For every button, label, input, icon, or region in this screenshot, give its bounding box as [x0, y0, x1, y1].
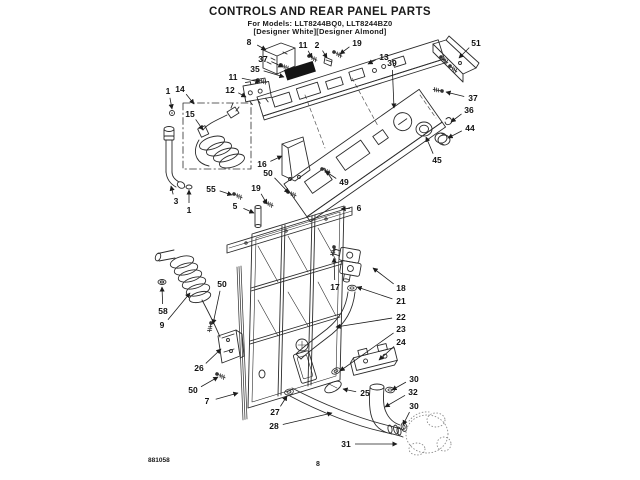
callout-leader-50	[213, 291, 220, 324]
colors-subtitle: [Designer White][Designer Almond]	[253, 27, 387, 36]
part-number-19: 19	[251, 183, 261, 193]
part-number-27: 27	[270, 407, 280, 417]
part-number-55: 55	[206, 184, 216, 194]
callout-leader-25	[343, 389, 356, 392]
grommet-58	[158, 280, 166, 285]
screw-19-top	[331, 49, 343, 58]
elbow-hose	[369, 384, 400, 434]
part-number-58: 58	[158, 306, 168, 316]
callout-leader-36	[451, 114, 462, 122]
rear-panel	[248, 206, 344, 408]
callout-leader-16	[270, 156, 282, 161]
power-cord	[195, 103, 246, 171]
callout-leader-28	[283, 413, 332, 424]
washer-1-lower	[186, 185, 192, 189]
callout-leader-32	[385, 395, 405, 407]
callout-leader-7	[216, 393, 238, 399]
part-number-36: 36	[464, 105, 474, 115]
clip-36	[445, 118, 452, 125]
callout-leader-39	[392, 70, 394, 108]
part-number-5: 5	[232, 201, 238, 211]
clip-2	[324, 57, 332, 66]
callout-leader-55	[220, 191, 232, 195]
callout-leader-58	[162, 287, 163, 304]
part-number-37: 37	[468, 93, 478, 103]
part-number-26: 26	[194, 363, 204, 373]
part-number-21: 21	[396, 296, 406, 306]
part-number-35: 35	[250, 64, 260, 74]
console-back-panel	[284, 89, 446, 221]
clamp-21	[348, 285, 357, 291]
callout-leader-6	[341, 208, 350, 209]
capsule-part	[323, 379, 343, 395]
callout-leader-45	[426, 137, 433, 154]
part-number-2: 2	[314, 40, 320, 50]
callout-leader-50	[275, 178, 289, 193]
screw-55	[231, 191, 243, 199]
callout-leader-19	[340, 47, 349, 54]
callout-leader-5	[243, 208, 254, 213]
callout-leader-30	[392, 382, 406, 390]
callout-leader-21	[357, 287, 392, 299]
side-trim	[237, 266, 247, 420]
part-number-37: 37	[258, 54, 268, 64]
callout-leader-23	[340, 333, 394, 371]
callout-leader-8	[257, 45, 266, 50]
part-number-1: 1	[186, 205, 192, 215]
alignment-dashes	[305, 78, 436, 148]
part-number-51: 51	[471, 38, 481, 48]
hose-support	[348, 342, 398, 375]
clamp-30-upper	[385, 387, 394, 393]
part-number-22: 22	[396, 312, 406, 322]
callout-leader-9	[168, 293, 190, 320]
part-number-23: 23	[396, 324, 406, 334]
callout-leader-1	[170, 98, 172, 109]
part-number-25: 25	[360, 388, 370, 398]
callout-leader-50	[201, 377, 218, 387]
part-number-16: 16	[257, 159, 267, 169]
screw-37-right	[433, 87, 444, 93]
part-number-45: 45	[432, 155, 442, 165]
callout-leader-18	[373, 268, 394, 284]
pump-ghost	[406, 412, 451, 455]
part-number-11: 11	[228, 72, 238, 82]
stud-5	[255, 206, 261, 228]
drain-hose	[290, 388, 404, 437]
models-subtitle: For Models: LLT8244BQ0, LLT8244BZ0	[247, 19, 393, 28]
serial-label-35	[284, 61, 316, 81]
callout-leader-37	[446, 92, 464, 96]
callout-leader-30	[403, 412, 409, 425]
part-number-17: 17	[330, 282, 340, 292]
part-number-50: 50	[263, 168, 273, 178]
callout-leader-17	[334, 258, 335, 280]
console-end-cap	[282, 137, 310, 181]
part-number-18: 18	[396, 283, 406, 293]
document-number: 881058	[148, 457, 170, 464]
part-number-13: 13	[379, 52, 389, 62]
screw-50-c	[214, 371, 226, 379]
part-number-28: 28	[269, 421, 279, 431]
part-callouts	[158, 37, 481, 449]
part-number-32: 32	[408, 387, 418, 397]
part-number-44: 44	[465, 123, 475, 133]
part-number-3: 3	[173, 196, 179, 206]
part-number-11: 11	[298, 40, 308, 50]
page-number: 8	[316, 461, 320, 468]
callout-leader-22	[336, 318, 392, 327]
callout-leader-26	[206, 349, 221, 363]
part-number-19: 19	[352, 38, 362, 48]
callout-leader-44	[448, 131, 462, 138]
part-number-8: 8	[246, 37, 252, 47]
part-number-49: 49	[339, 177, 349, 187]
part-number-50: 50	[188, 385, 198, 395]
part-number-14: 14	[175, 84, 185, 94]
part-number-9: 9	[159, 320, 165, 330]
part-number-24: 24	[396, 337, 406, 347]
part-number-39: 39	[387, 58, 397, 68]
part-number-15: 15	[185, 109, 195, 119]
screw-19-mid	[262, 199, 274, 207]
part-number-7: 7	[204, 396, 210, 406]
screw-50-b	[207, 321, 213, 332]
callout-leader-14	[186, 94, 194, 104]
page-title: CONTROLS AND REAR PANEL PARTS	[208, 6, 431, 18]
part-number-31: 31	[341, 439, 351, 449]
part-number-50: 50	[217, 279, 227, 289]
part-number-1: 1	[165, 86, 171, 96]
part-number-12: 12	[225, 85, 235, 95]
part-number-30: 30	[409, 374, 419, 384]
callout-leader-3	[171, 186, 173, 194]
part-number-30: 30	[409, 401, 419, 411]
part-number-6: 6	[356, 203, 362, 213]
